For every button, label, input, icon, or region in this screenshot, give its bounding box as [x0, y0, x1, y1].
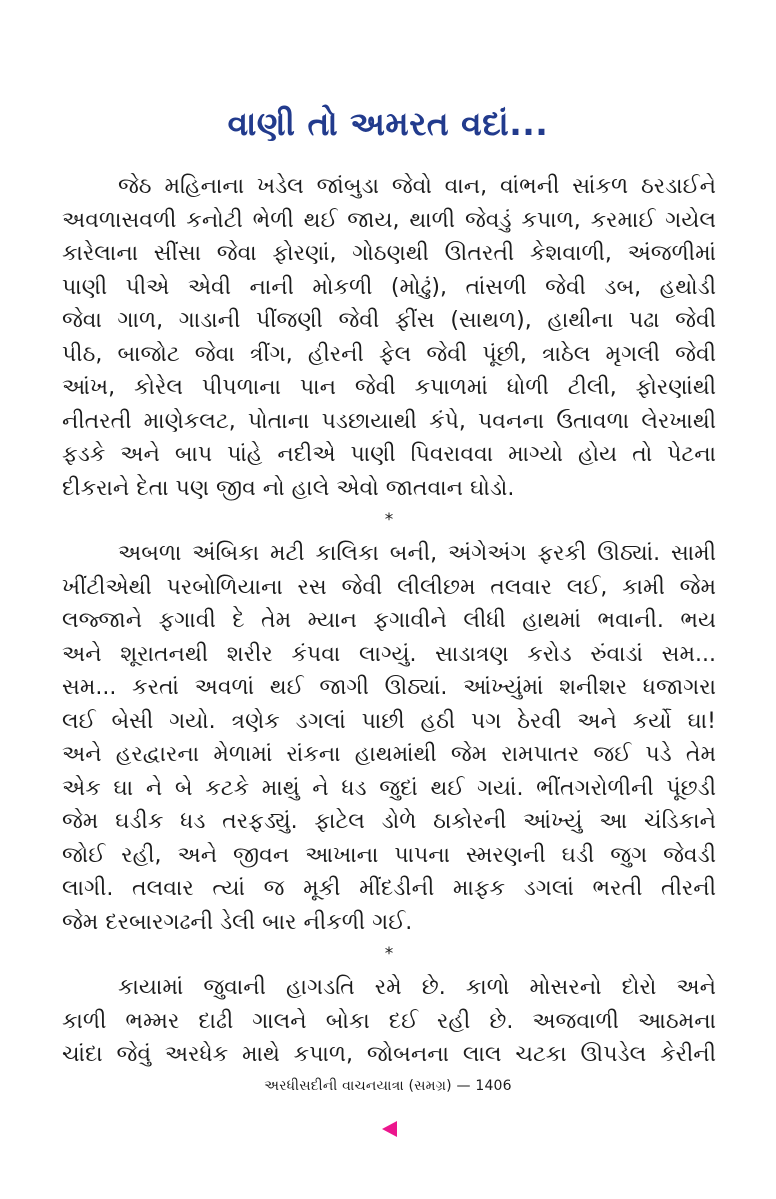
text-line: સમ... કરતાં અવળાં થઈ જાગી ઊઠ્યાં. આંખ્યુંમાં શનીશર ધજાગરા: [62, 675, 716, 700]
paragraph: [62, 170, 716, 505]
text-line: પાણી પીએ એવી નાની મોકળી (મોઢું), તાંસળી જેવી ડબ, હથોડી: [62, 274, 716, 300]
text-line: કારેલાના સીંસા જેવા ફોરણાં, ગોઠણથી ઊતરતી કેશવાળી, અંજળીમાં: [62, 241, 716, 266]
text-line: જોઈ રહી, અને જીવન આખાના પાપના સ્મરણની ઘડી જુગ જેવડી: [62, 842, 716, 868]
text-line: અવળાસવળી કનોટી ભેળી થઈ જાય, થાળી જેવડું કપાળ, કરમાઈ ગયેલ: [62, 207, 716, 233]
text-line: પીઠ, બાજોટ જેવા ત્રીંગ, હીરની ફેલ જેવી પૂંછી, ત્રાઠેલ મૃગલી જેવી: [62, 341, 716, 367]
text-line: અને શૂરાતનથી શરીર કંપવા લાગ્યું. સાડાત્રણ કરોડ રુંવાડાં સમ...: [62, 641, 716, 667]
text-line: એક ઘા ને બે કટકે માથું ને ધડ જુદાં થઈ ગયાં. ભીંતગરોળીની પૂંછડી: [62, 775, 716, 801]
text-line: ખીંટીએથી પરબોળિયાના રસ જેવી લીલીછમ તલવાર લઈ, કામી જેમ: [62, 574, 716, 600]
text-line: અને હરદ્વારના મેળામાં રાંકના હાથમાંથી જેમ રામપાતર જઈ પડે તેમ: [62, 742, 716, 767]
footer-text: અરધીસદીની વાચનયાત્રા (સમગ્ર) — 1406: [264, 1078, 512, 1094]
text-line: અબળા અંબિકા મટી કાલિકા બની, અંગેઅંગ ફરકી ઊઠ્યાં. સામી: [118, 541, 716, 566]
left-triangle-icon[interactable]: [382, 1121, 397, 1137]
text-line: દીકરાને દેતા પણ જીવ નો હાલે એવો જાતવાન ઘોડો.: [62, 475, 515, 501]
text-line: જેવા ગાળ, ગાડાની પીંજણી જેવી ફીંસ (સાથળ), હાથીના પઢા જેવી: [62, 308, 716, 333]
paragraphs: [62, 170, 716, 1072]
text-line: કાળી ભમ્મર દાઢી ગાલને બોકા દઈ રહી છે. અજવાળી આઠમના: [62, 1008, 716, 1034]
text-line: ચાંદા જેવું અરધેક માથે કપાળ, જોબનના લાલ ચટકા ઊપડેલ કેરીની: [62, 1042, 716, 1067]
text-line: લાગી. તલવાર ત્યાં જ મૂકી મીંદડીની માફક ડગલાં ભરતી તીરની: [62, 876, 716, 901]
text-line: આંખ, કોરેલ પીપળાના પાન જેવી કપાળમાં ધોળી ટીલી, ફોરણાંથી: [62, 375, 716, 400]
text-line: લજ્જાને ફગાવી દે તેમ મ્યાન ફગાવીને લીધી હાથમાં ભવાની. ભય: [62, 608, 716, 633]
text-line: જેમ ઘડીક ધડ તરફડ્યું. ફાટેલ ડોળે ઠાકોરની આંખ્યું આ ચંડિકાને: [62, 809, 716, 834]
paragraph: [62, 971, 716, 1072]
text-line: કાયામાં જુવાની હાગડતિ રમે છે. કાળો મોસરનો દોરો અને: [118, 975, 716, 1000]
text-line: લઈ બેસી ગયો. ત્રણેક ડગલાં પાછી હઠી પગ ઠેરવી અને કર્યો ઘા!: [62, 708, 716, 734]
section-separator: *: [384, 510, 394, 530]
page-title: વાણી તો અમરત વદાં...: [227, 104, 549, 143]
text-line: નીતરતી માણેકલટ, પોતાના પડછાયાથી કંપે, પવનના ઉતાવળા લેરખાથી: [62, 408, 716, 434]
text-line: ફડકે અને બાપ પાંહે નદીએ પાણી પિવરાવવા માગ્યો હોય તો પેટના: [62, 442, 716, 467]
paragraph: [62, 537, 716, 939]
text-line: જેઠ મહિનાના ખડેલ જાંબુડા જેવો વાન, વાંભની સાંકળ ઠરડાઈને: [118, 174, 716, 199]
section-separator: *: [384, 944, 394, 964]
text-line: જેમ દરબારગઢની ડેલી બાર નીકળી ગઈ.: [62, 909, 413, 935]
